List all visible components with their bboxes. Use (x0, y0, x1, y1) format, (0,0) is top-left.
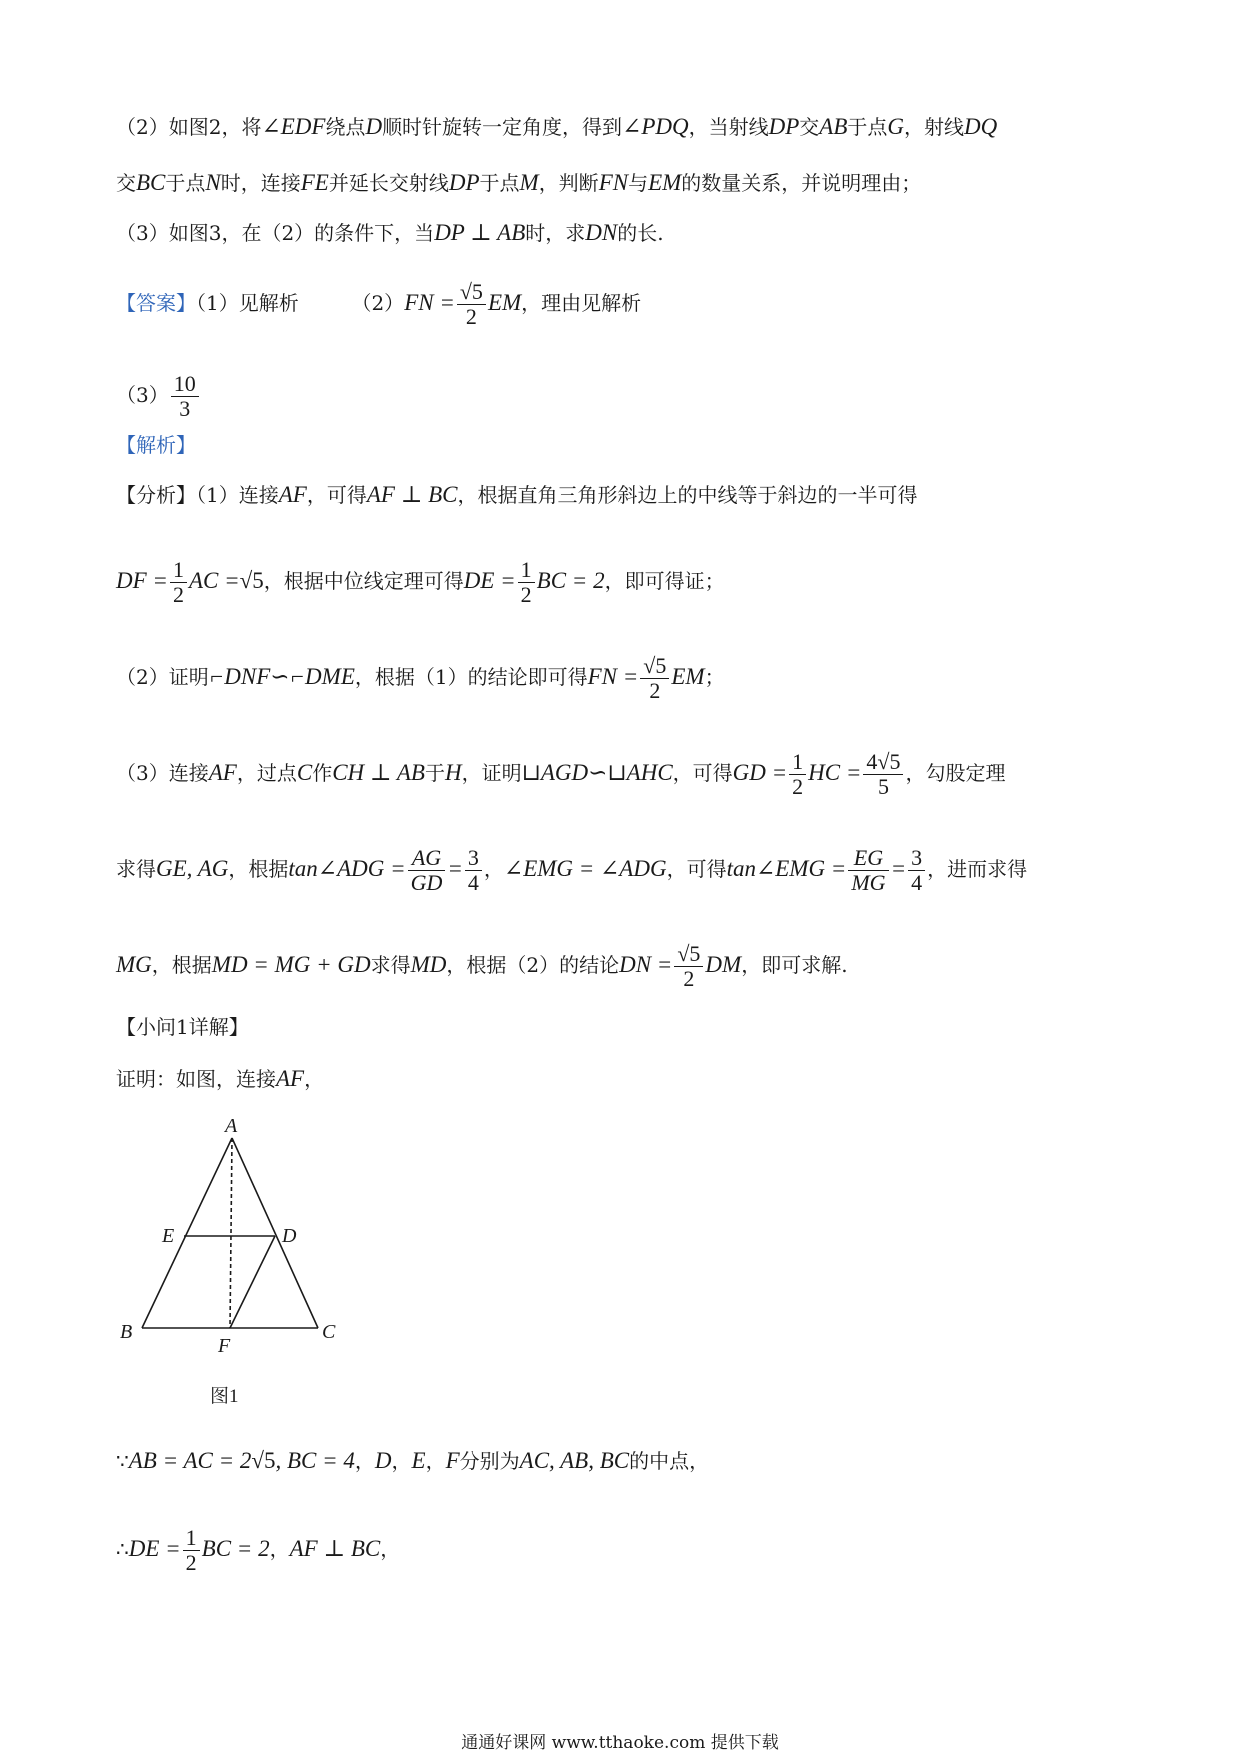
text: ，判断 (538, 171, 599, 195)
fraction: $\frac{√5}{2}$ (457, 280, 486, 329)
math: ∠EMG = ∠ADG (503, 856, 667, 881)
math: EM (648, 170, 682, 195)
analysis-label: 【分析】 (116, 483, 196, 507)
fraction: $\frac{10}{3}$ (171, 372, 199, 421)
figure-caption: 图1 (210, 1386, 239, 1407)
math: FE (300, 170, 329, 195)
text: 于 (424, 761, 445, 785)
text: ，射线 (904, 115, 965, 139)
text: （1）连接 (196, 483, 279, 507)
q2-line-2 (116, 168, 921, 198)
math: HC = (808, 760, 862, 785)
text: ， (483, 857, 504, 881)
math: DN = (619, 952, 673, 977)
math: EM (671, 664, 705, 689)
math: tan∠ADG = (288, 856, 406, 881)
text: ，过点 (236, 761, 297, 785)
math: E (411, 1448, 426, 1473)
fraction: $\frac{EG}{MG}$ (848, 846, 888, 895)
text: ， (425, 1449, 446, 1473)
text: ，勾股定理 (905, 761, 1006, 785)
math: G (887, 114, 905, 139)
therefore-symbol: ∴ (116, 1537, 129, 1561)
math: ⊔AGD∽⊔AHC (521, 760, 673, 785)
math: M (519, 170, 539, 195)
math: DE = (128, 1536, 181, 1561)
math: AF ⊥ BC (289, 1536, 381, 1561)
fraction: $\frac{1}{2}$ (170, 558, 187, 607)
math: DP ⊥ AB (434, 220, 526, 245)
math: DP (448, 170, 480, 195)
fraction: $\frac{1}{2}$ (183, 1526, 200, 1575)
step-1-line (116, 1446, 709, 1476)
text: ， (304, 1067, 325, 1091)
text: ，根据 (228, 857, 289, 881)
math: DP (768, 114, 800, 139)
analysis-tag-line (116, 430, 196, 460)
text: 分别为 (459, 1449, 520, 1473)
math: MG (116, 952, 152, 977)
text: 时，连接 (220, 171, 301, 195)
math: AF (208, 760, 237, 785)
fraction: $\frac{1}{2}$ (789, 750, 806, 799)
text: 于点 (479, 171, 520, 195)
answer-2-label: （2） (351, 291, 405, 315)
text: 交 (799, 115, 820, 139)
label-e: E (162, 1225, 175, 1247)
answer-line (116, 280, 641, 329)
math: DF = (116, 568, 168, 593)
text: ，证明 (461, 761, 522, 785)
text: 绕点 (325, 115, 366, 139)
math: CH ⊥ AB (332, 760, 425, 785)
text: 求得 (116, 857, 156, 881)
label-f: F (218, 1335, 231, 1357)
text: 交 (116, 171, 136, 195)
label-b: B (120, 1321, 133, 1343)
math: EM (487, 290, 522, 315)
step-2-line (116, 1526, 400, 1575)
math: DN (585, 220, 618, 245)
math: DQ (964, 114, 998, 139)
math: , BC = 4 (275, 1448, 355, 1473)
fraction: $\frac{√5}{2}$ (640, 654, 669, 703)
math: DM (705, 952, 742, 977)
fraction: $\frac{3}{4}$ (465, 846, 482, 895)
text: ， (380, 1537, 401, 1561)
text: ； (704, 665, 725, 689)
text: ，理由见解析 (521, 291, 642, 315)
analysis-line-1 (116, 480, 917, 510)
text: 于点 (847, 115, 888, 139)
math: H (444, 760, 462, 785)
fraction: $\frac{3}{4}$ (908, 846, 925, 895)
text: ，当射线 (688, 115, 769, 139)
math: ⌐DNF∽⌐DME (208, 664, 355, 689)
text: ，可得 (306, 483, 367, 507)
math: AC = (188, 568, 240, 593)
fraction: $\frac{4√5}{5}$ (863, 750, 903, 799)
analysis-line-5 (116, 846, 1027, 895)
text: ，根据中位线定理可得 (263, 569, 464, 593)
text: ，根据（1）的结论即可得 (354, 665, 588, 689)
analysis-line-4 (116, 750, 1005, 799)
sub1-tag: 【小问1详解】 (116, 1015, 249, 1039)
text: ，可得 (672, 761, 733, 785)
text: （3）连接 (116, 761, 209, 785)
text: 的长. (617, 221, 664, 245)
math: GD = (732, 760, 788, 785)
text: ， (391, 1449, 412, 1473)
text: 作 (312, 761, 333, 785)
math: FN = (587, 664, 639, 689)
math: BC = 2 (536, 568, 605, 593)
text: 的中点， (629, 1449, 710, 1473)
segment-df (230, 1236, 275, 1328)
figure-1 (112, 1118, 372, 1418)
math: DE = (463, 568, 516, 593)
analysis-line-3 (116, 654, 725, 703)
text: ，根据直角三角形斜边上的中线等于斜边的一半可得 (457, 483, 918, 507)
math: MD = MG + GD (211, 952, 371, 977)
math: = (890, 856, 907, 881)
math: AB = AC = 2 (128, 1448, 252, 1473)
segment-ab (142, 1138, 232, 1328)
analysis-line-2 (116, 558, 725, 607)
text: ， (354, 1449, 375, 1473)
text: ，可得 (666, 857, 727, 881)
fraction: $\frac{√5}{2}$ (674, 942, 703, 991)
page-footer: 通通好课网 www.tthaoke.com 提供下载 (461, 1733, 779, 1753)
math: D (365, 114, 383, 139)
math: √5 (239, 568, 264, 593)
label-c: C (322, 1321, 336, 1343)
segment-ac (232, 1138, 318, 1328)
math: F (445, 1448, 460, 1473)
label-d: D (282, 1225, 297, 1247)
text: 求得 (370, 953, 411, 977)
text: （3）如图3，在（2）的条件下，当 (116, 221, 435, 245)
analysis-tag: 【解析】 (116, 433, 196, 457)
because-symbol: ∵ (116, 1449, 129, 1473)
math: AF (278, 482, 307, 507)
text: （2）如图2，将 (116, 115, 262, 139)
text: ，即可得证； (604, 569, 725, 593)
answer-3-label: （3） (116, 383, 169, 407)
text: 于点 (165, 171, 206, 195)
fraction: $\frac{AG}{GD}$ (408, 846, 446, 895)
math: C (296, 760, 313, 785)
text: ，即可求解. (741, 953, 848, 977)
answer-1: （1）见解析 (196, 291, 299, 315)
math: D (374, 1448, 392, 1473)
answer-3-line (116, 372, 201, 421)
math: GE, AG (156, 856, 229, 881)
text: ， (269, 1537, 290, 1561)
text: ，根据 (151, 953, 212, 977)
answer-tag: 【答案】 (116, 291, 196, 315)
text: 时，求 (525, 221, 586, 245)
math: √5 (251, 1448, 276, 1473)
math: BC = 2 (201, 1536, 270, 1561)
text: 并延长交射线 (328, 171, 449, 195)
math: FN (598, 170, 629, 195)
math: = (447, 856, 463, 881)
fraction: $\frac{1}{2}$ (518, 558, 535, 607)
math: tan∠EMG = (726, 856, 847, 881)
text: ，进而求得 (927, 857, 1028, 881)
proof-intro-line (116, 1064, 324, 1094)
math: AB (819, 114, 848, 139)
label-a: A (225, 1118, 238, 1137)
text: 的数量关系，并说明理由； (681, 171, 922, 195)
text: 证明：如图，连接 (116, 1067, 276, 1091)
text: 与 (628, 171, 649, 195)
q3-line (116, 218, 664, 248)
text: 顺时针旋转一定角度，得到 (382, 115, 623, 139)
math: ∠PDQ (622, 114, 689, 139)
sub1-tag-line (116, 1012, 249, 1042)
segment-af (230, 1138, 232, 1328)
math: N (205, 170, 221, 195)
q2-line-1 (116, 112, 997, 142)
math: BC (136, 170, 166, 195)
text: ，根据（2）的结论 (446, 953, 620, 977)
math: AC, AB, BC (519, 1448, 630, 1473)
math: AF (276, 1066, 305, 1091)
text: （2）证明 (116, 665, 209, 689)
analysis-line-6 (116, 942, 848, 991)
math: MD (410, 952, 447, 977)
math: ∠EDF (261, 114, 326, 139)
math: AF ⊥ BC (366, 482, 458, 507)
math: FN = (404, 290, 455, 315)
